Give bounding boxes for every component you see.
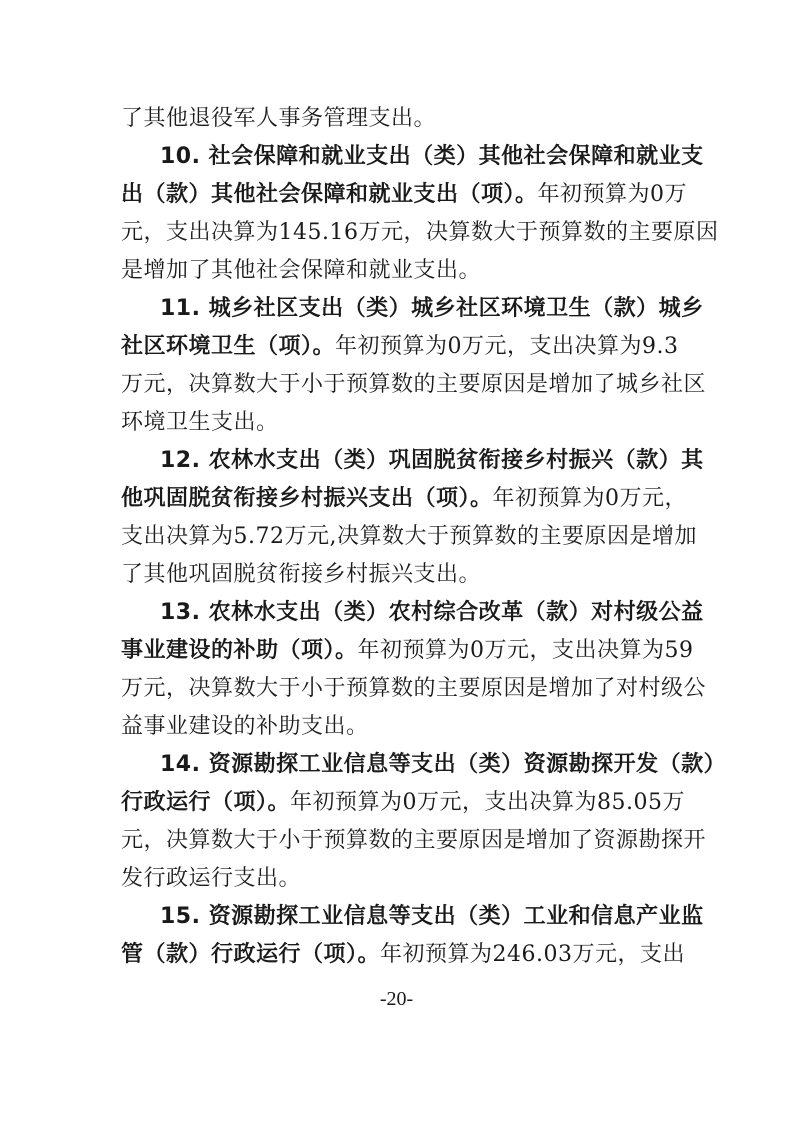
text-line-19: 元，决算数大于小于预算数的主要原因是增加了资源勘探开 <box>121 828 707 853</box>
text-line-2: 出（款）其他社会保障和就业支出（项）。年初预算为0万 <box>121 182 688 207</box>
text-line-6: 社区环境卫生（项）。年初预算为0万元，支出决算为9.3 <box>121 334 679 359</box>
text-line-8: 环境卫生支出。 <box>121 410 279 435</box>
text-line-0: 了其他退役军人事务管理支出。 <box>121 106 437 131</box>
text-line-17: 14. 资源勘探工业信息等支出（类）资源勘探开发（款） <box>160 752 727 777</box>
text-line-5: 11. 城乡社区支出（类）城乡社区环境卫生（款）城乡 <box>160 296 704 321</box>
text-line-13: 13. 农林水支出（类）农村综合改革（款）对村级公益 <box>160 600 704 625</box>
text-line-16: 益事业建设的补助支出。 <box>121 714 369 739</box>
text-line-20: 发行政运行支出。 <box>121 866 302 891</box>
text-line-12: 了其他巩固脱贫衔接乡村振兴支出。 <box>121 562 482 587</box>
text-line-9: 12. 农林水支出（类）巩固脱贫衔接乡村振兴（款）其 <box>160 448 704 473</box>
text-line-15: 万元，决算数大于小于预算数的主要原因是增加了对村级公 <box>121 676 707 701</box>
text-line-7: 万元，决算数大于小于预算数的主要原因是增加了城乡社区 <box>121 372 707 397</box>
text-line-1: 10. 社会保障和就业支出（类）其他社会保障和就业支 <box>160 144 704 169</box>
text-line-22: 管（款）行政运行（项）。年初预算为246.03万元，支出 <box>121 942 685 967</box>
text-line-4: 是增加了其他社会保障和就业支出。 <box>121 258 482 283</box>
text-line-3: 元，支出决算为145.16万元，决算数大于预算数的主要原因 <box>121 220 719 245</box>
text-line-14: 事业建设的补助（项）。年初预算为0万元，支出决算为59 <box>121 638 694 663</box>
text-line-11: 支出决算为5.72万元,决算数大于预算数的主要原因是增加 <box>121 524 697 549</box>
text-line-10: 他巩固脱贫衔接乡村振兴支出（项）。年初预算为0万元， <box>121 486 688 511</box>
text-line-18: 行政运行（项）。年初预算为0万元，支出决算为85.05万 <box>121 790 685 815</box>
page-number: -20- <box>379 988 414 1010</box>
text-line-21: 15. 资源勘探工业信息等支出（类）工业和信息产业监 <box>160 904 704 929</box>
